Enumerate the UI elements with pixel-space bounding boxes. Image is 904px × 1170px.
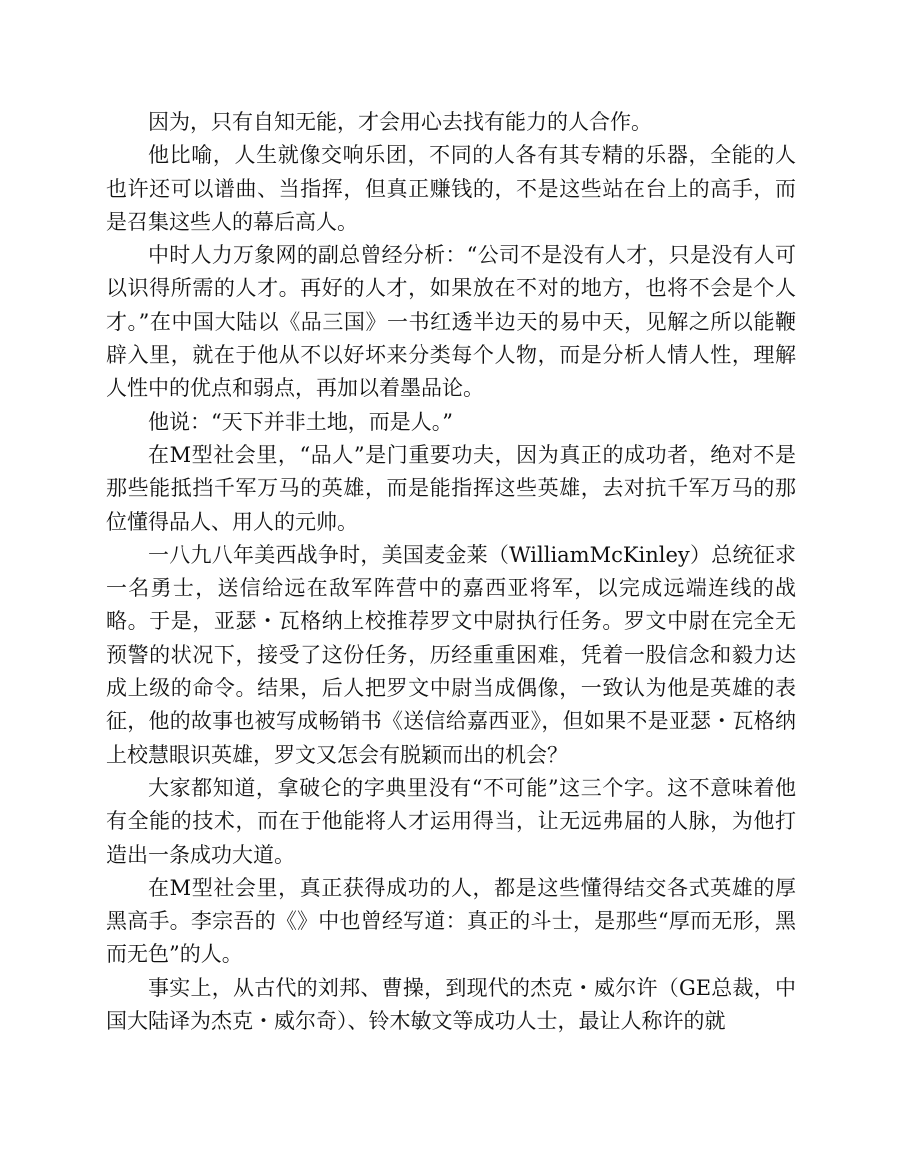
paragraph: 在M型社会里，“品人”是门重要功夫，因为真正的成功者，绝对不是那些能抵挡千军万马的英雄，而是能指挥这些英雄，去对抗千军万马的那位懂得品人、用人的元帅。 — [106, 442, 796, 534]
paragraph: 中时人力万象网的副总曾经分析：“公司不是没有人才，只是没有人可以识得所需的人才。再好的人才，如果放在不对的地方，也将不会是个人才。”在中国大陆以《品三国》一书红透半边天的易中天，见解之所以能鞭辟入里，就在于他从不以好坏来分类每个人物，而是分析人情人性，理解人性中的优点和弱点，再加以着墨品论。 — [106, 243, 796, 401]
paragraph: 他说：“天下并非土地，而是人。” — [148, 409, 453, 434]
paragraph: 一八九八年美西战争时，美国麦金莱（WilliamMcKinley）总统征求一名勇士，送信给远在敌军阵营中的嘉西亚将军，以完成远端连线的战略。于是，亚瑟・瓦格纳上校推荐罗文中尉执行任务。罗文中尉在完全无预警的状况下，接受了这份任务，历经重重困难，凭着一股信念和毅力达成上级的命令。结果，后人把罗文中尉当成偶像，一致认为他是英雄的表征，他的故事也被写成畅销书《送信给嘉西亚》，但如果不是亚瑟・瓦格纳上校慧眼识英雄，罗文又怎会有脱颖而出的机会？ — [106, 542, 796, 767]
document-page — [106, 106, 796, 1038]
paragraph: 因为，只有自知无能，才会用心去找有能力的人合作。 — [148, 110, 652, 134]
paragraph: 事实上，从古代的刘邦、曹操，到现代的杰克・威尔许（GE总裁，中国大陆译为杰克・威尔奇）、铃木敏文等成功人士，最让人称许的就 — [106, 975, 796, 1034]
paragraph: 他比喻，人生就像交响乐团，不同的人各有其专精的乐器，全能的人也许还可以谱曲、当指挥，但真正赚钱的，不是这些站在台上的高手，而是召集这些人的幕后高人。 — [106, 143, 796, 234]
paragraph: 在M型社会里，真正获得成功的人，都是这些懂得结交各式英雄的厚黑高手。李宗吾的《》中也曾经写道：真正的斗士，是那些“厚而无形，黑而无色”的人。 — [106, 875, 796, 967]
paragraph: 大家都知道，拿破仑的字典里没有“不可能”这三个字。这不意味着他有全能的技术，而在于他能将人才运用得当，让无远弗届的人脉，为他打造出一条成功大道。 — [106, 775, 796, 867]
